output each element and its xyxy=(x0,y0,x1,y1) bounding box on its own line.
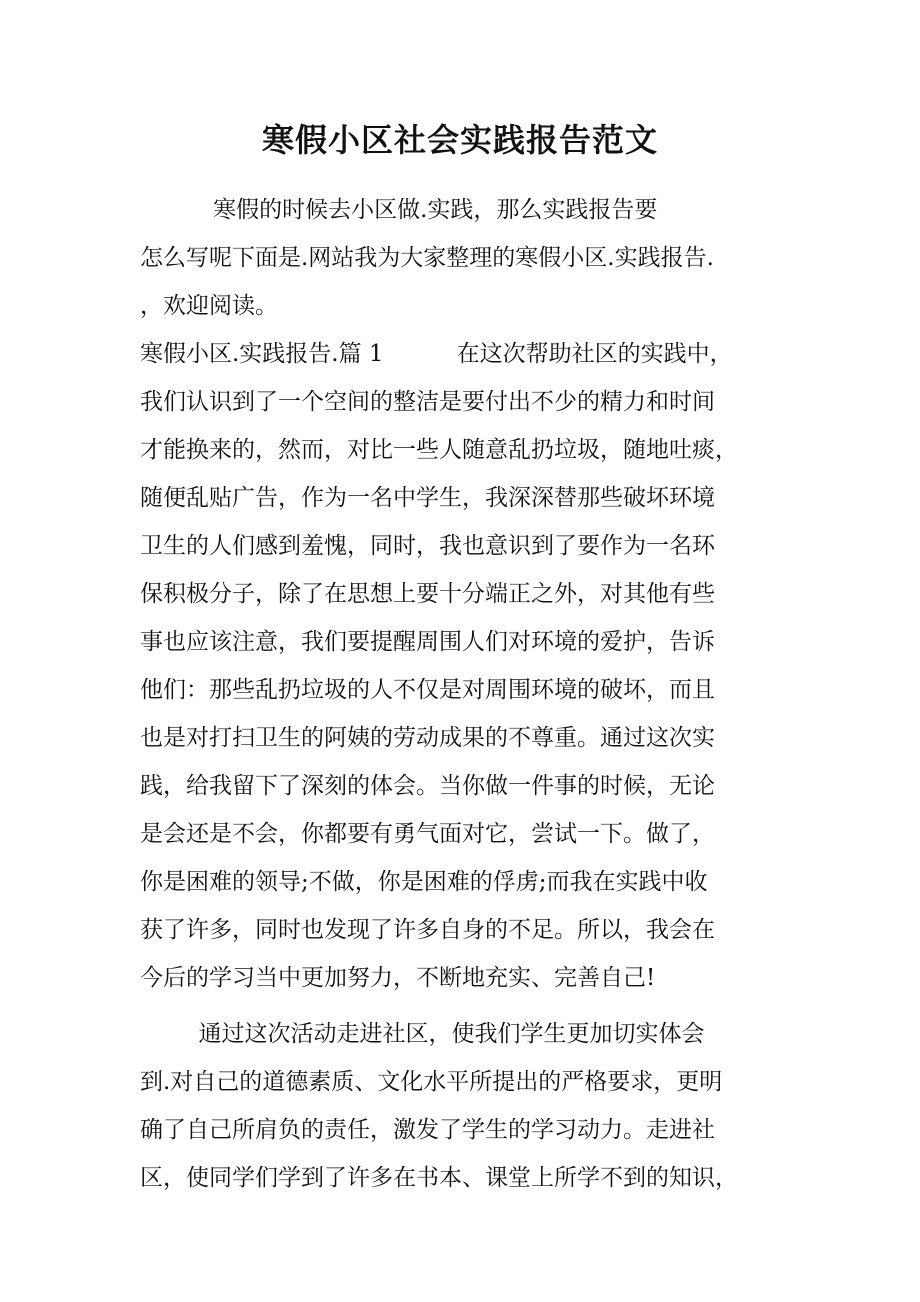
paragraph-line: 是会还是不会，你都要有勇气面对它，尝试一下。做了， xyxy=(140,821,715,847)
paragraph-line: 才能换来的，然而，对比一些人随意乱扔垃圾，随地吐痰， xyxy=(140,437,738,463)
paragraph-line: 我们认识到了一个空间的整洁是要付出不少的精力和时间 xyxy=(140,389,715,415)
paragraph-line: 怎么写呢下面是.网站我为大家整理的寒假小区.实践报告. xyxy=(140,245,714,271)
section-heading-line: 寒假小区.实践报告.篇 1 在这次帮助社区的实践中， xyxy=(140,341,733,367)
paragraph-line: 区，使同学们学到了许多在书本、课堂上所学不到的知识， xyxy=(140,1165,738,1191)
paragraph-line: ，欢迎阅读。 xyxy=(140,293,278,319)
paragraph-line: 随便乱贴广告，作为一名中学生，我深深替那些破坏环境 xyxy=(140,485,715,511)
document-title: 寒假小区社会实践报告范文 xyxy=(261,121,658,159)
paragraph-line: 践，给我留下了深刻的体会。当你做一件事的时候，无论 xyxy=(140,773,715,799)
paragraph-line: 通过这次活动走进社区，使我们学生更加切实体会 xyxy=(140,1021,705,1047)
paragraph-line: 寒假的时候去小区做.实践，那么实践报告要 xyxy=(140,197,658,223)
paragraph-line: 获了许多，同时也发现了许多自身的不足。所以，我会在 xyxy=(140,917,715,943)
paragraph-line: 确了自己所肩负的责任，激发了学生的学习动力。走进社 xyxy=(140,1117,715,1143)
paragraph-line: 也是对打扫卫生的阿姨的劳动成果的不尊重。通过这次实 xyxy=(140,725,715,751)
paragraph-line: 保积极分子，除了在思想上要十分端正之外，对其他有些 xyxy=(140,581,715,607)
paragraph-line: 今后的学习当中更加努力，不断地充实、完善自己! xyxy=(140,965,656,991)
paragraph-line: 你是困难的领导;不做，你是困难的俘虏;而我在实践中收 xyxy=(140,869,708,895)
paragraph-line: 事也应该注意，我们要提醒周围人们对环境的爱护，告诉 xyxy=(140,629,715,655)
paragraph-line: 卫生的人们感到羞愧，同时，我也意识到了要作为一名环 xyxy=(140,533,715,559)
paragraph-line: 到.对自己的道德素质、文化水平所提出的严格要求，更明 xyxy=(140,1069,723,1095)
paragraph-line: 他们：那些乱扔垃圾的人不仅是对周围环境的破坏，而且 xyxy=(140,677,715,703)
